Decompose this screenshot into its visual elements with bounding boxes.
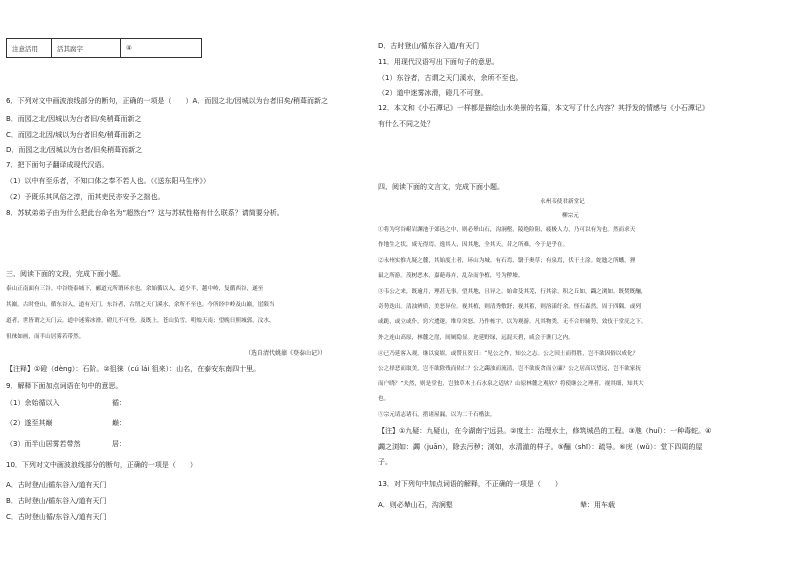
essay-line-8: 外之连山高原，林麓之崖，间厕隐显。迩延野绿，远混天碧，咸会于谯门之内。	[378, 335, 574, 341]
essay-line-13: ⑤宗元请志诸石，措诸屋漏，以为二千石楷法。	[378, 412, 496, 418]
q10-option-c: C．古时登山循/东谷入/道有天门	[6, 513, 107, 521]
essay-title: 永州韦使君新堂记	[540, 199, 585, 205]
passage-line-4: 徂徕如画，而半山居雾若带然。	[6, 334, 85, 340]
essay-author: 柳宗元	[562, 213, 579, 219]
passage-source: （选自清代姚鼐《登泰山记》）	[245, 350, 327, 357]
q9-item-2-answer: 巅：	[112, 419, 126, 427]
essay-notes-2: 蠲之浏如：蠲（juān），除去污秽；浏如，水清澈的样子。⑤酾（shī）：疏导。⑥庑（wǔ）：堂下四周的屋	[378, 443, 703, 451]
q7-sentence-1: （1）以中有至乐者，不知口体之奉不若人也。（《送东阳马生序》）	[6, 177, 210, 185]
essay-line-3: ②永州实惟九疑之麓，其始度土者，环山为城。有石焉，翳于奥草；有泉焉，伏于土涂。蛇虺之所蟠，狸	[378, 258, 636, 264]
question-6: 6．下列对文中画波浪线部分的断句，正确的一项是（ ）A．而园之北/因城以为台者旧矣/稍葺而新之	[6, 97, 328, 105]
q11-sentence-2: （2）道中迷雾冰滑，磴几不可登。	[378, 89, 488, 97]
essay-line-7: 或跪，或立或仆，窍穴逶邃，堆阜突怒。乃作栋宇，以为观游。凡其物类，无不合形辅势，效伎于堂庑之下。	[378, 319, 647, 325]
q9-item-2: （2）遂至其巅	[6, 419, 53, 427]
essay-line-2: 作地生之状，咸无得焉。逸其人，因其地，全其天，昔之所难，今于是乎在。	[378, 242, 569, 248]
q10-option-d: D．古时登山/循东谷入道/有天门	[378, 42, 480, 50]
essay-line-9: ④已乃延客入观，继以宴娱。或赞且贺曰：“见公之作，知公之志。公之因土而得胜，岂不欲因俗以成化？	[378, 351, 639, 357]
vocab-table	[6, 38, 202, 58]
q11-sentence-1: （1）东谷者，古谓之天门溪水，余所不至也。	[378, 74, 523, 82]
q13-option-a-meaning: 辇：用车载	[580, 501, 615, 509]
question-13: 13．对下列句中加点词语的解释，不正确的一项是（ ）	[378, 480, 562, 488]
q9-item-1-answer: 循：	[112, 399, 126, 407]
question-12-line-2: 有什么不同之处？	[378, 120, 434, 128]
question-7: 7．把下面句子翻译成现代汉语。	[6, 161, 109, 169]
section-3-title: 三、阅读下面的文段，完成下面小题。	[6, 270, 125, 278]
vocab-cell-label: 注意活用	[7, 39, 52, 58]
q10-option-a: A．古时登/山循东谷入/道有天门	[6, 481, 107, 489]
essay-line-10: 公之择恶而取美，岂不欲除残而佑仁？公之蠲浊而流清，岂不欲废贪而立廉？公之居高以望远，岂不欲家抚	[378, 366, 641, 372]
q9-item-3-answer: 居：	[112, 440, 126, 448]
passage-notes: 【注释】①磴（dèng）：石阶。②徂徕（cú lái 徂来）：山名，在泰安东南四十里。	[6, 365, 261, 373]
essay-line-4: 鼠之所游。茂树恶木，嘉葩毒卉，乱杂而争植，号为秽墟。	[378, 273, 524, 279]
question-9: 9．解释下面加点词语在句中的意思。	[6, 382, 123, 390]
vocab-cell-word: 活其腐字	[52, 39, 121, 58]
q9-item-3: （3）而半山居雾若带然	[6, 440, 81, 448]
passage-line-3: 道者，世皆谓之天门云。道中迷雾冰滑，磴几不可登。及既上，苍山负雪，明烛天南；望晚日照城郭，汶水、	[6, 318, 275, 324]
section-4-title: 四、阅读下面的文言文，完成下面小题。	[378, 183, 504, 191]
q9-item-1: （1）余始循以入	[6, 399, 60, 407]
question-12-line-1: 12．本文和《小石潭记》一样都是描绘山水美景的名篇，本文写了什么内容？其抒发的情感与《小石潭记》	[378, 104, 709, 112]
q6-option-c: C．而园之北因/城以为台者旧矣/稍葺而新之	[6, 131, 142, 139]
q6-option-d: D．而园之北/因城以为台者/旧矣稍葺而新之	[6, 146, 143, 154]
question-10: 10．下列对文中画波浪线部分的断句，正确的一项是（ ）	[6, 461, 197, 469]
essay-line-6: 奇势迭出。清浊辨质，美恶异位。视其植，则清秀敷舒；视其蓄，则溶漾纡余。怪石森然，周于四隅。或列	[378, 304, 641, 310]
question-11: 11．用现代汉语写出下面句子的意思。	[378, 58, 499, 66]
essay-line-12: 也。	[378, 396, 390, 402]
essay-line-1: ①将为穹谷嵁岩渊池于郊邑之中，则必辇山石，沟涧壑，陵绝险阻，疲极人力，乃可以有为也。然而求天	[378, 227, 636, 233]
question-8: 8．苏轼弟弟子由为什么把此台命名为“超然台”？这与苏轼性格有什么联系？请简要分析。	[6, 209, 284, 217]
passage-line-1: 泰山正南面有三谷。中谷绕泰城下，郦道元所谓环水也。余始循以入，道少半，越中岭，复循西谷，遂至	[6, 286, 264, 292]
q10-option-b: B．古时登山/循东谷入/道有天门	[6, 497, 107, 505]
q7-sentence-2: （2）予既乐其风俗之淳，而其吏民亦安予之拙也。	[6, 193, 165, 201]
essay-notes-3: 子。	[378, 458, 392, 466]
q13-option-a: A．则必辇山石，沟涧壑	[378, 501, 453, 509]
essay-line-5: ③韦公之来，既逾月，理甚无事。望其地，且异之。始命芟其芜，行其涂。积之丘如，蠲之浏如。既焚既酾，	[378, 289, 647, 295]
vocab-cell-number: ④	[121, 39, 202, 58]
passage-line-2: 其巅。古时登山，循东谷入，道有天门。东谷者，古谓之天门溪水，余所不至也。今所经中岭及山巅，崖限当	[6, 302, 275, 308]
essay-line-11: 而户晓？”夫然，则是堂也，岂独草木土石水泉之适欤？山原林麓之观欤？将使继公之理者，视其细，知其大	[378, 381, 644, 387]
q6-option-b: B．而园之北/因城以为台者旧/矣稍葺而新之	[6, 115, 142, 123]
essay-notes-1: 【注】①九疑：九疑山，在今湖南宁远县。②度土：治理水土，修筑城邑的工程。③虺（huǐ）：一种毒蛇。④	[378, 427, 712, 435]
